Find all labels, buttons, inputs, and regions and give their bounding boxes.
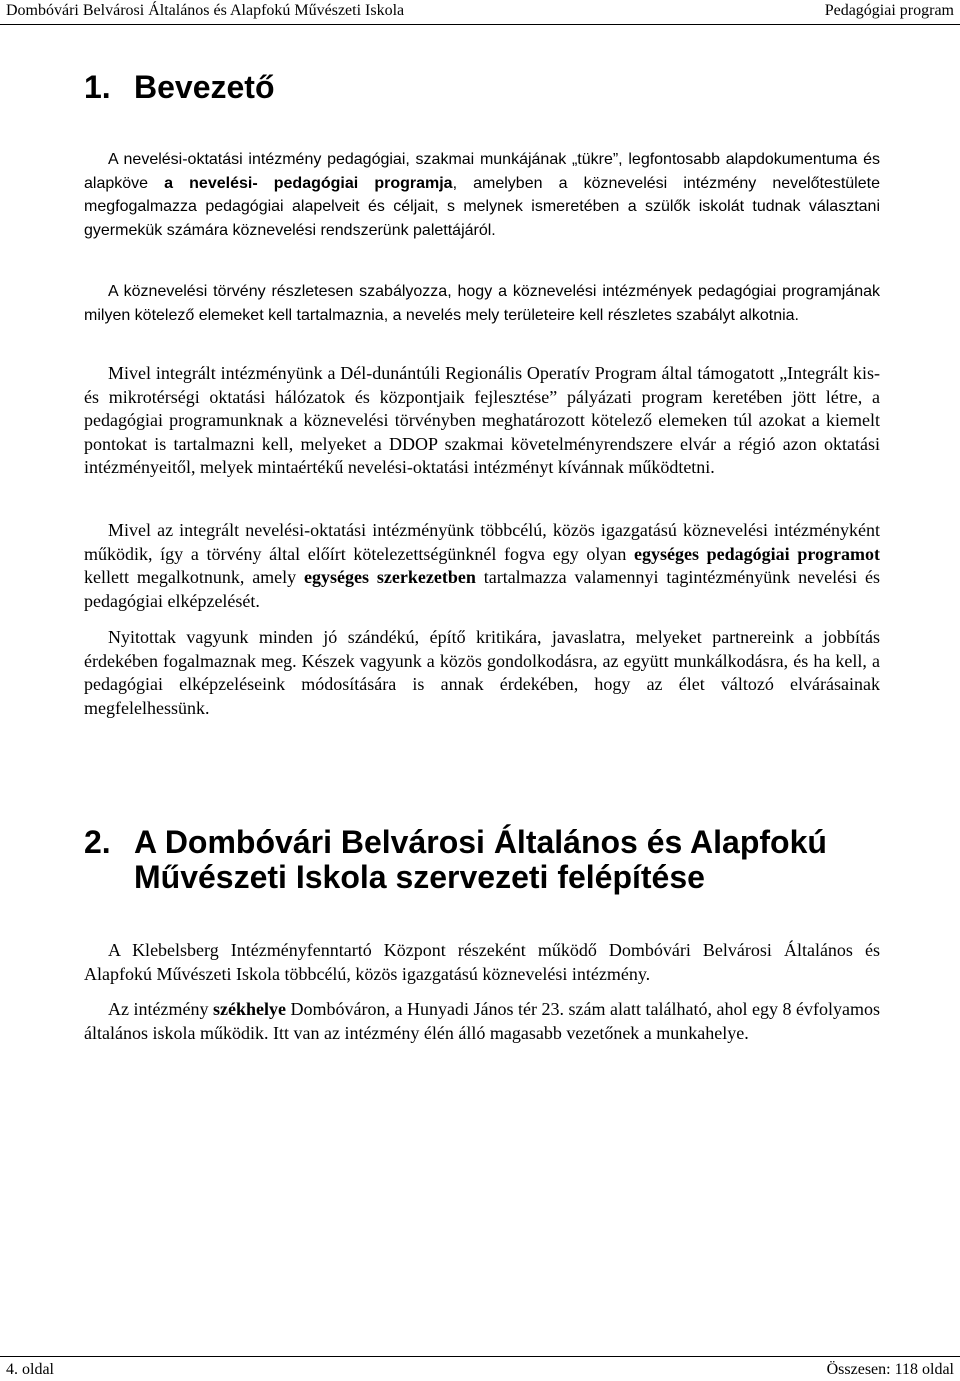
section-2-title-line-1: A Dombóvári Belvárosi Általános és Alapfokú (134, 824, 827, 860)
section-2-number: 2. (84, 824, 111, 860)
section-1-heading (84, 70, 880, 105)
section-1-title: Bevezető (134, 69, 275, 105)
text-run: kellett megalkotnunk, amely (84, 567, 305, 588)
section-1-paragraph-1 (84, 148, 880, 242)
text-run: Mivel az integrált nevelési-oktatási intézményünk többcélú, közös igazgatású köznevelési intézményként működik, így a törvény által előírt kötelezettségünknél fogva egy olyan (84, 520, 880, 564)
section-1-paragraph-4 (84, 519, 880, 613)
footer-total-pages: Összesen: 118 oldal (826, 1361, 954, 1378)
section-2-paragraph-2 (84, 998, 880, 1045)
header-school-name: Dombóvári Belvárosi Általános és Alapfokú Művészeti Iskola (6, 2, 405, 19)
text-run: A nevelési-oktatási intézmény pedagógiai, szakmai munkájának „tükre”, legfontosabb alapdokumentuma és alapköve (84, 151, 880, 192)
bold-text-run: egységes szerkezetben (304, 567, 476, 588)
section-1-paragraph-3: Mivel integrált intézményünk a Dél-dunántúli Regionális Operatív Program által támogatott „Integrált kis- és mikrotérségi oktatási hálózatok és központjaik fejlesztése” pályázati program keretében jött létre, a pedagógiai programunknak a köznevelési törvényben meghatározott kötelező elemeken túl azokat a kiemelt pontokat is tartalmazni kell, melyeket a DDOP szakmai követelményrendszere elvár a régió azon oktatási intézményeitől, melyek mintaértékű nevelési-oktatási intézményt kívánnak működtetni. (84, 363, 880, 478)
text-run: Dombóváron, a Hunyadi János tér 23. szám alatt található, ahol egy 8 évfolyamos általános iskola működik. Itt van az intézmény élén álló magasabb vezetőnek a munkahelye. (84, 999, 881, 1043)
text-run: Az intézmény (108, 999, 213, 1019)
text-run: tartalmazza valamennyi tagintézményünk nevelési és pedagógiai elképzelését. (84, 567, 880, 611)
bold-text-run: a nevelési- pedagógiai programja (164, 174, 453, 192)
section-2-paragraph-1: A Klebelsberg Intézményfenntartó Központ részeként működő Dombóvári Belvárosi Általános és Alapfokú Művészeti Iskola többcélú, közös igazgatású köznevelési intézmény. (84, 940, 880, 984)
section-1-paragraph-5: Nyitottak vagyunk minden jó szándékú, építő kritikára, javaslatra, melyeket partnereink a jobbítás érdekében fogalmaznak meg. Készek vagyunk a közös gondolkodásra, az együtt munkálkodásra, és ha kell, a pedagógiai elképzeléseink módosítására is annak érdekében, hogy az élet változó elvárásainak megfelelhessünk. (84, 627, 880, 718)
section-1-number: 1. (84, 69, 111, 105)
section-1-paragraph-2: A köznevelési törvény részletesen szabályozza, hogy a köznevelési intézmények pedagógiai programjának milyen kötelező elemeket kell tartalmaznia, a nevelés mely területeire kell részletes szabályt alkotnia. (84, 283, 880, 324)
bold-text-run: székhelye (213, 999, 286, 1019)
section-2-heading (84, 825, 880, 895)
footer-page-number: 4. oldal (6, 1361, 54, 1378)
page-header (0, 0, 960, 25)
text-run: , amelyben a köznevelési intézmény nevelőtestülete megfogalmazza pedagógiai alapelveit és céljait, s melynek ismeretében a szülők iskolát tudnak választani gyermekük számára köznevelési rendszerünk palettájáról. (84, 174, 880, 239)
section-2-heading-line-1 (84, 825, 880, 860)
page-footer (0, 1356, 960, 1381)
section-2-title-line-2: Művészeti Iskola szervezeti felépítése (134, 859, 705, 895)
bold-text-run: egységes pedagógiai programot (634, 543, 880, 564)
header-document-title: Pedagógiai program (824, 2, 954, 19)
